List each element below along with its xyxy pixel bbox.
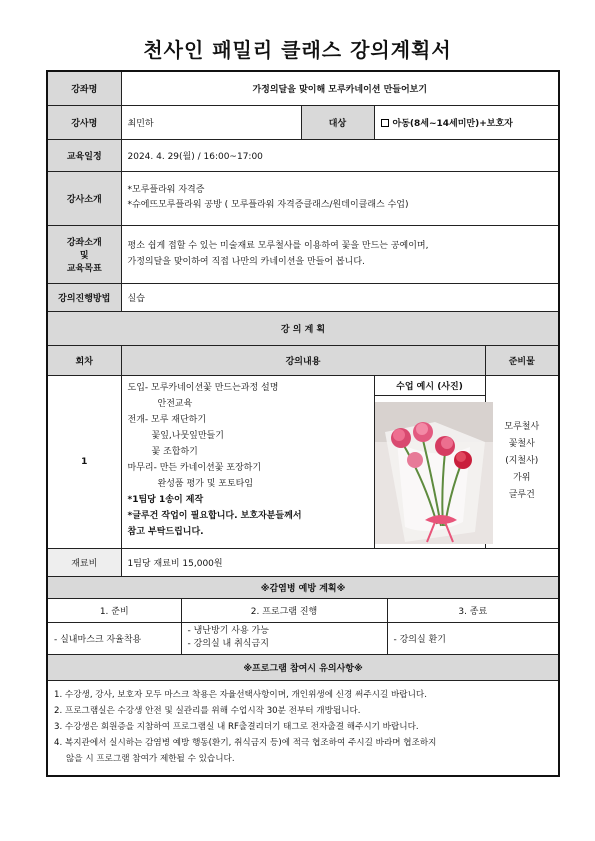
plan-line: 도입- 모루카네이션꽃 만드는과정 설명 xyxy=(127,382,279,393)
plan-content xyxy=(121,375,374,548)
infection-end: - 강의실 환기 xyxy=(387,622,559,654)
carnation-photo xyxy=(375,402,493,544)
material-item: 가위 xyxy=(513,473,531,483)
instructor-name: 최민하 xyxy=(121,105,301,139)
plan-line: 완성품 평가 및 포토타임 xyxy=(157,478,254,489)
note-item: 2. 프로그램실은 수강생 안전 및 실관리를 위해 수업시작 30분 전부터 개방됩니다. xyxy=(54,705,361,716)
infection-prep: - 실내마스크 자율착용 xyxy=(47,622,181,654)
course-name: 가정의달을 맞이해 모루카네이션 만들어보기 xyxy=(121,71,559,105)
objective-label-line: 교육목표 xyxy=(66,263,102,274)
photo-title: 수업 예시 (사진) xyxy=(375,376,485,396)
target-label: 대상 xyxy=(301,105,374,139)
objective-line: 가정의달을 맞이하여 직접 나만의 카네이션을 만들어 봅니다. xyxy=(127,257,365,267)
course-label: 강좌명 xyxy=(47,71,121,105)
plan-note: *글루건 작업이 필요합니다. 보호자분들께서 xyxy=(127,510,302,521)
material-item: 모루철사 xyxy=(504,422,540,432)
lecture-plan-table xyxy=(46,70,560,777)
method-value: 실습 xyxy=(121,283,559,311)
material-item: 글루건 xyxy=(508,490,535,500)
material-item: (지철사) xyxy=(505,456,539,466)
infection-header-progress: 2. 프로그램 진행 xyxy=(181,598,387,622)
intro-label: 강사소개 xyxy=(47,171,121,225)
checkbox-icon xyxy=(381,119,389,127)
plan-line: 꽃 조합하기 xyxy=(151,446,198,457)
plan-line: 전개- 모루 재단하기 xyxy=(127,414,207,425)
objective-label-line: 및 xyxy=(79,250,89,261)
plan-line: 안전교육 xyxy=(157,398,193,409)
infection-progress-line: - 냉난방기 사용 가능 xyxy=(187,626,269,636)
instructor-label: 강사명 xyxy=(47,105,121,139)
note-item: 4. 복지관에서 실시하는 감염병 예방 행동(환기, 취식금지 등)에 적극 협조하여 주시길 바라며 협조하지 xyxy=(54,737,437,748)
plan-note: *1팀당 1송이 제작 xyxy=(127,494,204,505)
session-header: 회차 xyxy=(47,345,121,375)
materials-list xyxy=(485,375,559,548)
method-label: 강의진행방법 xyxy=(47,283,121,311)
note-item: 3. 수강생은 회원증을 지참하여 프로그램실 내 RF출결리더기 태그로 전자출결 해주시기 바랍니다. xyxy=(54,721,419,732)
material-item: 꽃철사 xyxy=(508,439,535,449)
note-item: 1. 수강생, 강사, 보호자 모두 마스크 착용은 자율선택사항이며, 개인위생에 신경 써주시길 바랍니다. xyxy=(54,689,427,700)
infection-progress-line: - 강의실 내 취식금지 xyxy=(187,639,269,649)
objective-label-line: 강좌소개 xyxy=(66,237,102,248)
document-title: 천사인 패밀리 클래스 강의계획서 xyxy=(143,38,452,62)
schedule-label: 교육일정 xyxy=(47,139,121,171)
note-item: 않을 시 프로그램 참여가 제한될 수 있습니다. xyxy=(66,753,235,764)
infection-title: ※감염병 예방 계획※ xyxy=(47,576,559,598)
fee-value: 1팀당 재료비 15,000원 xyxy=(121,548,559,576)
objective-label xyxy=(47,225,121,283)
session-number: 1 xyxy=(47,375,121,548)
intro-line: *슈에뜨모루플라워 공방 ( 모루플라워 자격증클래스/원데이클래스 수업) xyxy=(127,200,409,210)
target-text: 아동(8세~14세미만)+보호자 xyxy=(392,118,513,129)
target-value xyxy=(374,105,559,139)
fee-label: 재료비 xyxy=(47,548,121,576)
schedule-value: 2024. 4. 29(월) / 16:00~17:00 xyxy=(121,139,559,171)
content-header: 강의내용 xyxy=(121,345,485,375)
plan-line: 꽃잎,나뭇잎만들기 xyxy=(151,430,224,441)
infection-progress xyxy=(181,622,387,654)
materials-header: 준비물 xyxy=(485,345,559,375)
plan-note: 참고 부탁드립니다. xyxy=(127,526,204,537)
objective-line: 평소 쉽게 접할 수 있는 미술재료 모루철사를 이용하여 꽃을 만드는 공예이며, xyxy=(127,241,429,251)
carnation-bouquet-image xyxy=(375,402,493,544)
infection-header-end: 3. 종료 xyxy=(387,598,559,622)
intro-line: *모루플라워 자격증 xyxy=(127,185,205,195)
objective-value xyxy=(121,225,559,283)
photo-cell xyxy=(374,375,485,548)
intro-value xyxy=(121,171,559,225)
infection-header-prep: 1. 준비 xyxy=(47,598,181,622)
plan-section-title: 강 의 계 획 xyxy=(47,311,559,345)
notes-body xyxy=(47,680,559,776)
plan-line: 마무리- 만든 카네이션꽃 포장하기 xyxy=(127,462,262,473)
notes-title: ※프로그램 참여시 유의사항※ xyxy=(47,654,559,680)
